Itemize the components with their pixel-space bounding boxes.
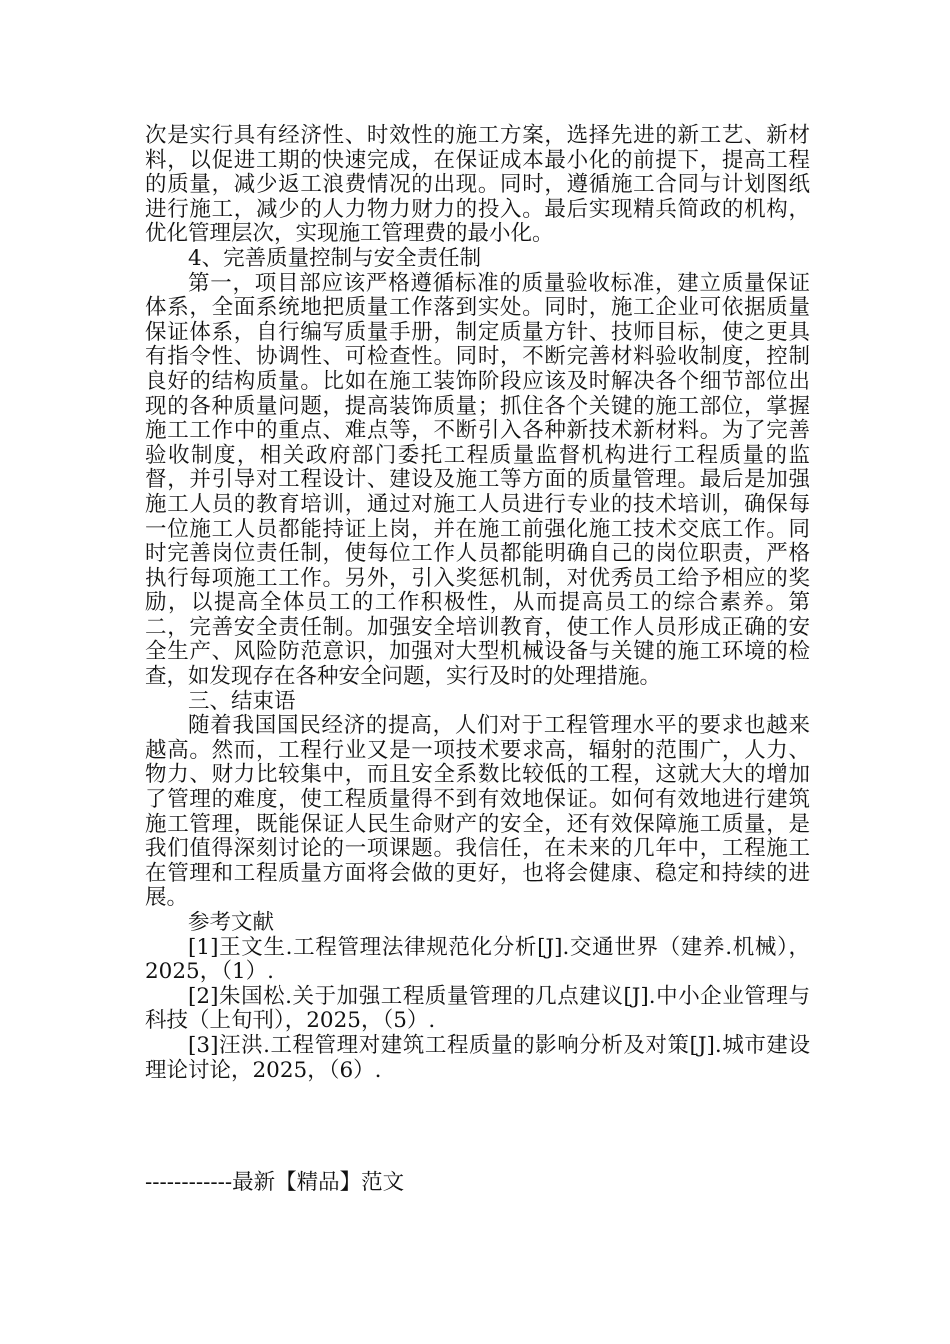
page-footer: ------------最新【精品】范文 [145,1170,405,1195]
paragraph-continuation: 次是实行具有经济性、时效性的施工方案，选择先进的新工艺、新材料，以促进工期的快速完成，在保证成本最小化的前提下，提高工程的质量，减少返工浪费情况的出现。同时，遵循施工合同与计划图纸进行施工，减少的人力物力财力的投入。最后实现精兵简政的机构，优化管理层次，实现施工管理费的最小化。 [145,123,810,247]
reference-item-3: [3]汪洪.工程管理对建筑工程质量的影响分析及对策[J].城市建设理论讨论，2025，（6）. [145,1032,810,1083]
paragraph-quality-safety: 第一，项目部应该严格遵循标准的质量验收标准，建立质量保证体系，全面系统地把质量工作落到实处。同时，施工企业可依据质量保证体系，自行编写质量手册，制定质量方针、技师目标，使之更具有指令性、协调性、可检查性。同时，不断完善材料验收制度，控制良好的结构质量。比如在施工装饰阶段应该及时解决各个细节部位出现的各种质量问题，提高装饰质量；抓住各个关键的施工部位，掌握施工工作中的重点、难点等，不断引入各种新技术新材料。为了完善验收制度，相关政府部门委托工程质量监督机构进行工程质量的监督，并引导对工程设计、建设及施工等方面的质量管理。最后是加强施工人员的教育培训，通过对施工人员进行专业的技术培训，确保每一位施工人员都能持证上岗，并在施工前强化施工技术交底工作。同时完善岗位责任制，使每位工作人员都能明确自己的岗位职责，严格执行每项施工工作。另外，引入奖惩机制，对优秀员工给予相应的奖励，以提高全体员工的工作积极性，从而提高员工的综合素养。第二，完善安全责任制。加强安全培训教育，使工作人员形成正确的安全生产、风险防范意识，加强对大型机械设备与关键的施工环境的检查，如发现存在各种安全问题，实行及时的处理措施。 [145,270,810,690]
document-body [145,124,810,1083]
section-heading-quality-safety: 4、完善质量控制与安全责任制 [188,245,482,271]
reference-item-2: [2]朱国松.关于加强工程质量管理的几点建议[J].中小企业管理与科技（上旬刊），2025，（5）. [145,983,810,1034]
paragraph-conclusion: 随着我国国民经济的提高，人们对于工程管理水平的要求也越来越高。然而，工程行业又是一项技术要求高，辐射的范围广，人力、物力、财力比较集中，而且安全系数比较低的工程，这就大大的增加了管理的难度，使工程质量得不到有效地保证。如何有效地进行建筑施工管理，既能保证人民生命财产的安全，还有效保障施工质量，是我们值得深刻讨论的一项课题。我信任，在未来的几年中，工程施工在管理和工程质量方面将会做的更好，也将会健康、稳定和持续的进展。 [145,713,810,911]
section-heading-conclusion: 三、结束语 [188,688,296,714]
references-heading: 参考文献 [188,910,275,935]
reference-item-1: [1]王文生.工程管理法律规范化分析[J].交通世界（建养.机械），2025，（1）. [145,934,810,985]
